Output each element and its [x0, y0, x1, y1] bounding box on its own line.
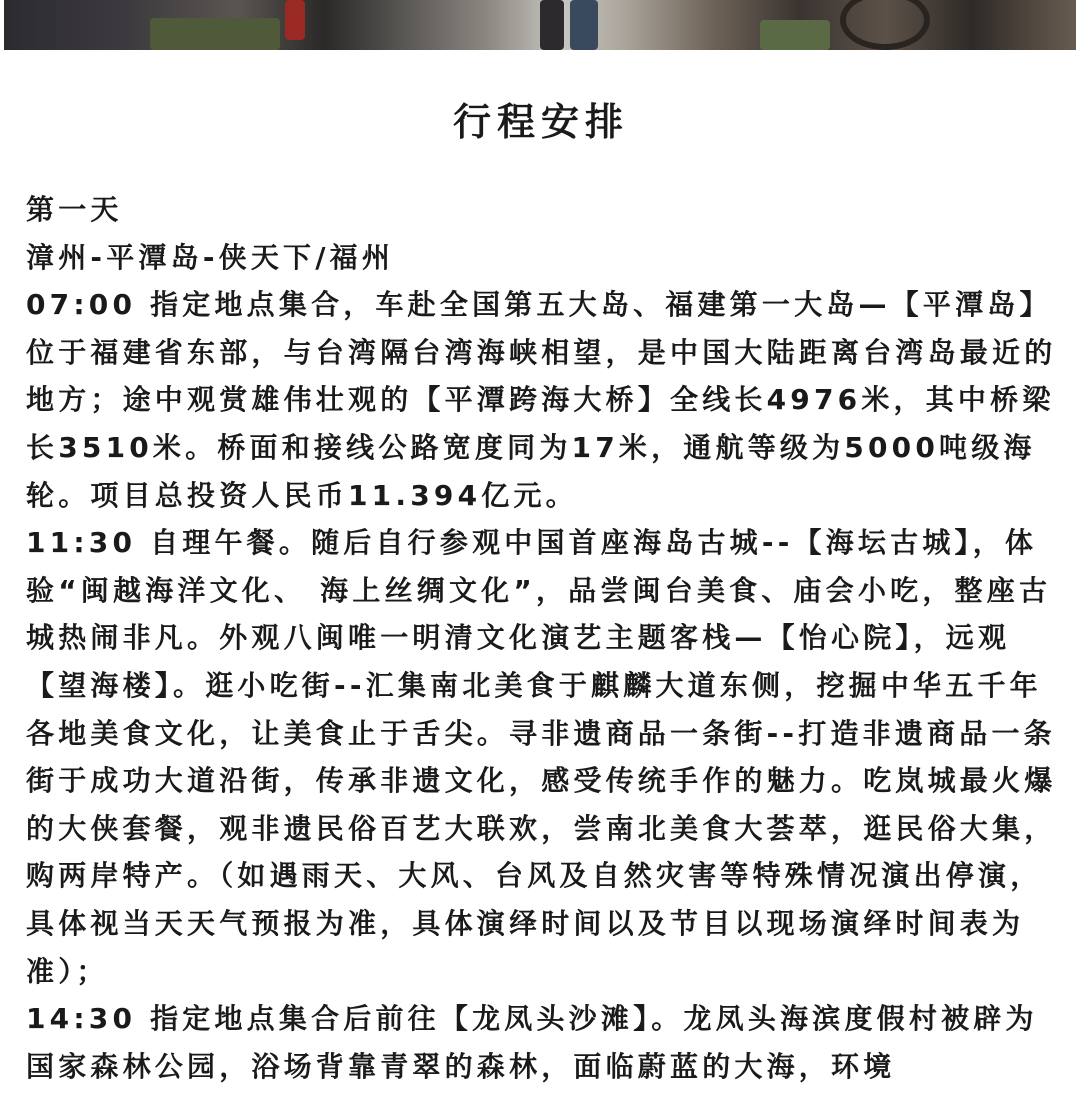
day-label: 第一天 [26, 193, 123, 226]
day-route: 漳州-平潭岛-侠天下/福州 [26, 240, 395, 274]
photo-frame [0, 0, 1080, 50]
page-title: 行程安排 [452, 100, 629, 144]
itinerary-content [26, 92, 1066, 1090]
itinerary-paragraph: 14:30 指定地点集合后前往【龙凤头沙滩】。龙凤头海滨度假村被辟为国家森林公园，浴场背靠青翠的森林，面临蔚蓝的大海，环境 [26, 1002, 1038, 1083]
header-photo [0, 0, 1080, 50]
itinerary-paragraph: 11:30 自理午餐。随后自行参观中国首座海岛古城--【海坛古城】，体验“闽越海洋文化、 海上丝绸文化”，品尝闽台美食、庙会小吃，整座古城热闹非凡。外观八闽唯一明清文化演艺主题客栈—【怡心院】，远观【望海楼】。逛小吃街--汇集南北美食于麒麟大道东侧，挖掘中华五千年各地美食文化，让美食止于舌尖。寻非遗商品一条街--打造非遗商品一条街于成功大道沿街，传承非遗文化，感受传统手作的魅力。吃岚城最火爆的大侠套餐，观非遗民俗百艺大联欢，尝南北美食大荟萃，逛民俗大集，购两岸特产。（如遇雨天、大风、台风及自然灾害等特殊情况演出停演，具体视当天天气预报为准，具体演绎时间以及节目以现场演绎时间表为准）； [26, 526, 1057, 988]
itinerary-paragraph: 07:00 指定地点集合，车赴全国第五大岛、福建第一大岛—【平潭岛】位于福建省东部，与台湾隔台湾海峡相望，是中国大陆距离台湾岛最近的地方；途中观赏雄伟壮观的【平潭跨海大桥】全线长4976米，其中桥梁长3510米。桥面和接线公路宽度同为17米，通航等级为5000吨级海轮。项目总投资人民币11.394亿元。 [26, 288, 1057, 512]
